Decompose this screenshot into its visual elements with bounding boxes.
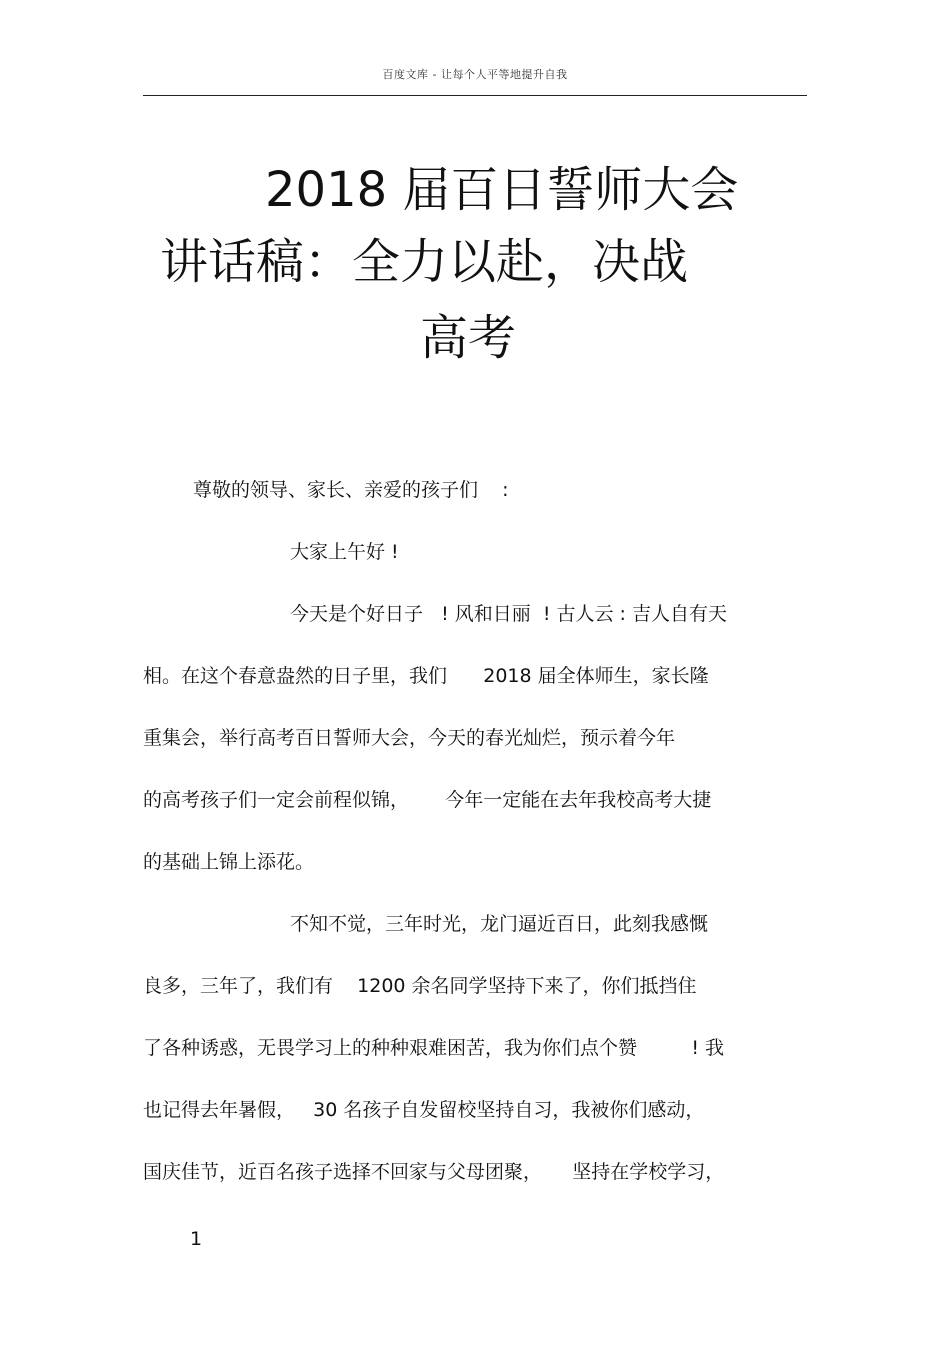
document-title-line-1: 2018 届百日誓师大会	[265, 162, 739, 218]
paragraph-line: 重集会，举行高考百日誓师大会，今天的春光灿烂，预示着今年	[143, 727, 676, 749]
document-header: 百度文库 - 让每个人平等地提升自我	[382, 68, 568, 81]
document-title-line-2: 讲话稿：全力以赴，决战	[160, 234, 689, 290]
paragraph-line: 也记得去年暑假， 30 名孩子自发留校坚持自习，我被你们感动，	[143, 1099, 705, 1121]
paragraph-line: 不知不觉，三年时光，龙门逼近百日，此刻我感慨	[290, 913, 709, 935]
paragraph-line: 了各种诱惑，无畏学习上的种种艰难困苦，我为你们点个赞 ! 我	[143, 1037, 725, 1059]
header-divider	[143, 95, 807, 96]
paragraph-line: 国庆佳节，近百名孩子选择不回家与父母团聚， 坚持在学校学习，	[143, 1161, 725, 1183]
document-title-line-3: 高考	[420, 310, 517, 366]
paragraph-line: 的高考孩子们一定会前程似锦， 今年一定能在去年我校高考大捷	[143, 789, 712, 811]
greeting: 大家上午好 !	[290, 541, 399, 563]
page-number: 1	[190, 1228, 203, 1250]
paragraph-line: 良多，三年了，我们有 1200 余名同学坚持下来了，你们抵挡住	[143, 975, 697, 997]
paragraph-line: 相。在这个春意盎然的日子里，我们 2018 届全体师生，家长隆	[143, 665, 709, 687]
paragraph-line: 今天是个好日子 ! 风和日丽 ! 古人云 : 吉人自有天	[290, 603, 727, 625]
paragraph-line: 的基础上锦上添花。	[143, 851, 315, 873]
salutation: 尊敬的领导、家长、亲爱的孩子们 :	[193, 479, 509, 501]
